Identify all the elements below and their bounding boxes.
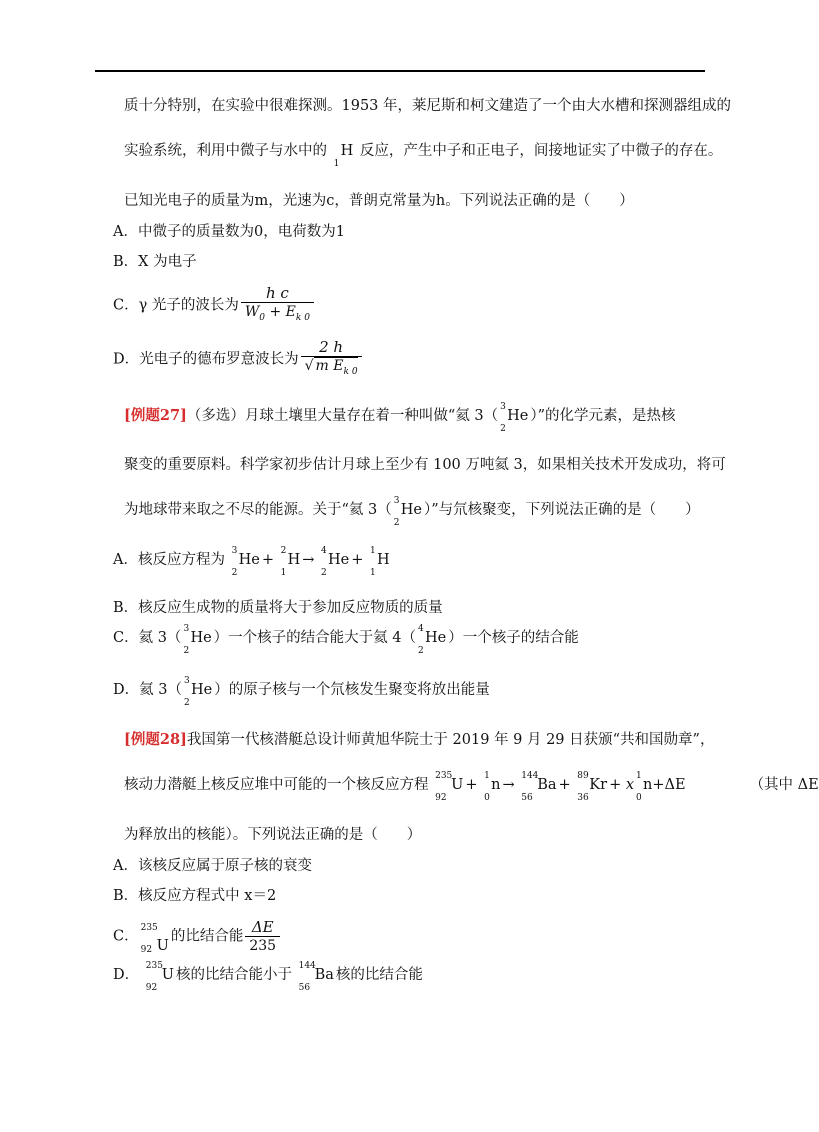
- q26-option-b: B．X 为电子: [113, 254, 197, 270]
- ex28-line-3: 为释放出的核能）。下列说法正确的是（ ）: [124, 827, 422, 843]
- ex27-option-b: B．核反应生成物的质量将大于参加反应物质的质量: [113, 600, 443, 616]
- intro-line-2-b: 反应，产生中子和正电子，间接地证实了中微子的存在。: [359, 143, 723, 159]
- fraction-de-over-235: $\frac{\Delta E}{235}$: [245, 918, 280, 955]
- nuclide-he4: 4 2 He: [321, 546, 350, 578]
- nuclide-he3: 3 2 He: [393, 496, 422, 528]
- intro-line-2: [124, 142, 723, 169]
- nuclide-he3: 3 2 He: [231, 546, 260, 578]
- nuclide-ba144: 144 56 Ba: [521, 771, 557, 803]
- q26-option-d: D．光电子的德布罗意波长为 $\frac{2 h}{√ m E_{k 0}}$: [113, 338, 362, 381]
- ex28-option-a: A．该核反应属于原子核的衰变: [113, 858, 312, 874]
- nuclide-kr89: 89 36 Kr: [577, 771, 608, 803]
- nuclide-he4: 4 2 He: [418, 624, 447, 656]
- nuclide-u235: 235 92 U: [435, 771, 464, 803]
- ex28-option-b: B．核反应方程式中 x＝2: [113, 888, 277, 904]
- ex27-option-c: C．氦 3（ 3 2 He ）一个核子的结合能大于氦 4（ 4 2 He ）一个核子的结合能: [113, 624, 579, 656]
- ex28-label: [例题28]: [124, 731, 187, 748]
- ex28-option-d: D． 235 92 U 核的比结合能小于 144 56 Ba 核的比结合能: [113, 961, 423, 993]
- ex28-option-c: C． 235 92 U的比结合能 $\frac{\Delta E}{235}$: [113, 918, 280, 955]
- fraction-hc-over-w-plus-e: $\frac{\text{h c}}{W_0 + E_{k 0}}$: [241, 284, 314, 327]
- nuclide-he3: 3 2 He: [183, 676, 213, 708]
- nuclide-ba144: 144 56 Ba: [298, 961, 334, 993]
- header-rule: [95, 70, 705, 72]
- nuclide-neutron: 1 0 n: [484, 771, 501, 803]
- nuclide-he3: 3 2 He: [183, 624, 212, 656]
- ex27-line-2: 聚变的重要原料。科学家初步估计月球上至少有 100 万吨氦 3，如果相关技术开发成功，将可: [124, 457, 726, 473]
- q26-option-a: A．中微子的质量数为0，电荷数为1: [113, 224, 345, 240]
- ex27-option-d: D．氦 3（ 3 2 He ）的原子核与一个氘核发生聚变将放出能量: [113, 676, 490, 708]
- nuclide-hydrogen: 1 H: [333, 143, 354, 169]
- ex27-label: [例题27]: [124, 407, 187, 424]
- ex27-option-a: A．核反应方程为 3 2 He + 2 1 H → 4 2 He + 1 1 H: [113, 546, 390, 578]
- intro-line-2-a: 实验系统，利用中微子与水中的: [124, 143, 327, 159]
- ex27-line-1: [例题27]（多选）月球土壤里大量存在着一种叫做“氦 3（ 3 2 He ）”的化学元素，是热核: [124, 402, 676, 434]
- q26-option-c: C．γ 光子的波长为 $\frac{\text{h c}}{W_0 + E_{k 0}}$: [113, 284, 314, 327]
- ex28-line-2: 核动力潜艇上核反应堆中可能的一个核反应方程 235 92 U + 1 0 n → 144 56 Ba + 89 36 Kr + x 1 0 n+ΔE （其中 ΔE: [124, 771, 819, 803]
- nuclide-u235: 235 92 U: [145, 961, 174, 993]
- ex27-line-3: 为地球带来取之不尽的能源。关于“氦 3（ 3 2 He ）”与氘核聚变，下列说法正确的是（ ）: [124, 496, 700, 528]
- fraction-2h-over-sqrt: $\frac{2 h}{√ m E_{k 0}}$: [301, 338, 362, 381]
- intro-line-3: 已知光电子的质量为m，光速为c，普朗克常量为h。下列说法正确的是（ ）: [124, 193, 634, 209]
- nuclide-he3: 3 2 He: [500, 402, 529, 434]
- nuclide-neutron: 1 0 n+ΔE: [636, 771, 686, 803]
- nuclide-u235: 235 92 U: [140, 922, 169, 955]
- nuclide-h1: 1 1 H: [370, 546, 390, 578]
- arrow-icon: →: [502, 777, 515, 793]
- nuclide-h2: 2 1 H: [280, 546, 301, 578]
- arrow-icon: →: [302, 552, 315, 568]
- ex28-line-1: [例题28]我国第一代核潜艇总设计师黄旭华院士于 2019 年 9 月 29 日获颁“共和国勋章”，: [124, 731, 715, 748]
- intro-line-1: 质十分特别，在实验中很难探测。1953 年，莱尼斯和柯文建造了一个由大水槽和探测器组成的: [124, 98, 732, 114]
